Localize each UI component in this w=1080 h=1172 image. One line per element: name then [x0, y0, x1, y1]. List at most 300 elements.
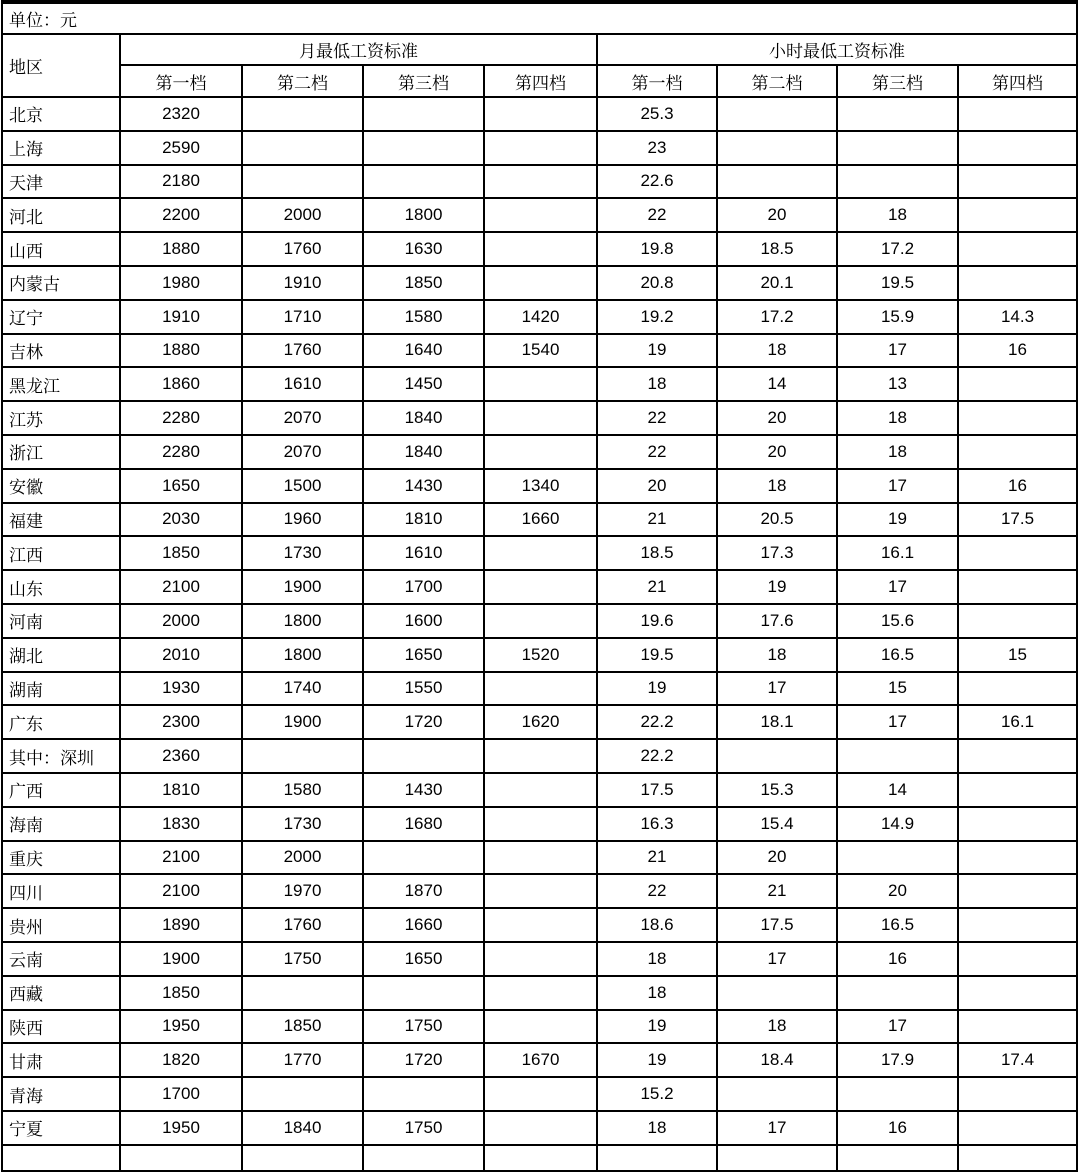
value-cell: 22 [597, 435, 717, 469]
value-cell [484, 232, 597, 266]
value-cell: 18 [837, 198, 958, 232]
value-cell [958, 942, 1077, 976]
value-cell: 18 [717, 469, 837, 503]
value-cell: 19.2 [597, 300, 717, 334]
value-cell: 20 [717, 401, 837, 435]
value-cell: 1600 [363, 604, 484, 638]
value-cell: 14 [717, 367, 837, 401]
value-cell [958, 232, 1077, 266]
table-row [2, 334, 1077, 368]
value-cell [242, 976, 363, 1010]
table-row [2, 97, 1077, 131]
value-cell: 2100 [120, 570, 242, 604]
value-cell: 15.9 [837, 300, 958, 334]
value-cell: 1760 [242, 334, 363, 368]
value-cell: 22.6 [597, 165, 717, 199]
value-cell: 1720 [363, 1043, 484, 1077]
region-cell: 上海 [2, 131, 120, 165]
value-cell: 2200 [120, 198, 242, 232]
value-cell: 1750 [363, 1111, 484, 1145]
region-cell: 内蒙古 [2, 266, 120, 300]
value-cell: 15.3 [717, 773, 837, 807]
value-cell: 20 [717, 435, 837, 469]
unit-label: 单位：元 [2, 2, 1077, 34]
value-cell [958, 536, 1077, 570]
value-cell: 19 [597, 1043, 717, 1077]
value-cell [958, 976, 1077, 1010]
value-cell: 2320 [120, 97, 242, 131]
table-row [2, 705, 1077, 739]
value-cell: 1650 [363, 638, 484, 672]
value-cell: 1610 [363, 536, 484, 570]
value-cell: 17.5 [958, 503, 1077, 537]
value-cell [484, 536, 597, 570]
hourly-group-header: 小时最低工资标准 [597, 34, 1077, 65]
value-cell [484, 570, 597, 604]
region-column-header: 地区 [2, 34, 120, 97]
region-cell: 浙江 [2, 435, 120, 469]
region-cell: 西藏 [2, 976, 120, 1010]
value-cell: 2070 [242, 435, 363, 469]
value-cell [717, 1077, 837, 1111]
value-cell: 17.4 [958, 1043, 1077, 1077]
value-cell [242, 739, 363, 773]
header-group-row [2, 34, 1077, 65]
value-cell: 1800 [242, 604, 363, 638]
monthly-tier2-header: 第二档 [242, 65, 363, 97]
value-cell: 1660 [363, 908, 484, 942]
table-row [2, 570, 1077, 604]
value-cell: 1640 [363, 334, 484, 368]
value-cell [484, 165, 597, 199]
region-cell: 广西 [2, 773, 120, 807]
value-cell: 25.3 [597, 97, 717, 131]
value-cell [363, 165, 484, 199]
value-cell [242, 131, 363, 165]
value-cell: 1650 [363, 942, 484, 976]
value-cell: 21 [597, 841, 717, 875]
value-cell: 20.1 [717, 266, 837, 300]
value-cell: 1500 [242, 469, 363, 503]
value-cell [484, 908, 597, 942]
value-cell: 1840 [363, 401, 484, 435]
value-cell [837, 131, 958, 165]
region-cell: 江苏 [2, 401, 120, 435]
value-cell: 16 [837, 1111, 958, 1145]
value-cell: 1870 [363, 874, 484, 908]
value-cell: 17 [717, 942, 837, 976]
value-cell: 1820 [120, 1043, 242, 1077]
value-cell [363, 97, 484, 131]
table-row [2, 942, 1077, 976]
value-cell [717, 165, 837, 199]
value-cell: 1720 [363, 705, 484, 739]
value-cell: 1890 [120, 908, 242, 942]
value-cell: 1420 [484, 300, 597, 334]
value-cell [484, 739, 597, 773]
region-cell: 陕西 [2, 1010, 120, 1044]
value-cell [120, 1145, 242, 1171]
value-cell: 20 [717, 841, 837, 875]
value-cell: 2100 [120, 841, 242, 875]
value-cell: 18 [837, 401, 958, 435]
table-row [2, 841, 1077, 875]
monthly-group-header: 月最低工资标准 [120, 34, 597, 65]
value-cell: 22 [597, 401, 717, 435]
value-cell: 15.2 [597, 1077, 717, 1111]
value-cell: 19 [597, 334, 717, 368]
value-cell: 14.9 [837, 807, 958, 841]
value-cell [363, 1145, 484, 1171]
value-cell: 1850 [120, 536, 242, 570]
region-cell: 四川 [2, 874, 120, 908]
region-cell: 河北 [2, 198, 120, 232]
value-cell [484, 773, 597, 807]
value-cell: 17.2 [837, 232, 958, 266]
value-cell: 17 [837, 1010, 958, 1044]
table-row [2, 672, 1077, 706]
value-cell: 1800 [363, 198, 484, 232]
value-cell: 1670 [484, 1043, 597, 1077]
value-cell: 22.2 [597, 705, 717, 739]
value-cell: 19 [717, 570, 837, 604]
table-row [2, 638, 1077, 672]
value-cell [958, 1111, 1077, 1145]
value-cell: 18.5 [597, 536, 717, 570]
value-cell: 1880 [120, 232, 242, 266]
value-cell: 1840 [242, 1111, 363, 1145]
value-cell: 1930 [120, 672, 242, 706]
value-cell: 1850 [120, 976, 242, 1010]
value-cell: 15 [837, 672, 958, 706]
value-cell: 1740 [242, 672, 363, 706]
value-cell: 17 [717, 672, 837, 706]
min-wage-table-wrap [1, 0, 1078, 1172]
value-cell [717, 97, 837, 131]
value-cell: 2180 [120, 165, 242, 199]
value-cell: 2100 [120, 874, 242, 908]
value-cell [717, 1145, 837, 1171]
region-cell: 重庆 [2, 841, 120, 875]
value-cell: 18 [717, 1010, 837, 1044]
value-cell: 1900 [120, 942, 242, 976]
value-cell: 2000 [242, 841, 363, 875]
table-row [2, 367, 1077, 401]
value-cell [242, 1077, 363, 1111]
value-cell: 20 [597, 469, 717, 503]
value-cell [958, 131, 1077, 165]
value-cell [484, 604, 597, 638]
value-cell [958, 1145, 1077, 1171]
value-cell: 2280 [120, 435, 242, 469]
table-row [2, 266, 1077, 300]
region-cell: 山东 [2, 570, 120, 604]
table-row [2, 232, 1077, 266]
value-cell [837, 841, 958, 875]
table-row [2, 1043, 1077, 1077]
table-row [2, 435, 1077, 469]
value-cell [484, 266, 597, 300]
table-row [2, 536, 1077, 570]
value-cell: 20.8 [597, 266, 717, 300]
value-cell: 2070 [242, 401, 363, 435]
region-cell [2, 1145, 120, 1171]
value-cell [242, 97, 363, 131]
value-cell: 17.3 [717, 536, 837, 570]
region-cell: 黑龙江 [2, 367, 120, 401]
value-cell: 1550 [363, 672, 484, 706]
value-cell: 16 [837, 942, 958, 976]
value-cell [717, 739, 837, 773]
value-cell: 1810 [363, 503, 484, 537]
table-row [2, 604, 1077, 638]
value-cell: 16.3 [597, 807, 717, 841]
value-cell: 20.5 [717, 503, 837, 537]
region-cell: 天津 [2, 165, 120, 199]
value-cell: 17 [837, 570, 958, 604]
value-cell: 16.1 [837, 536, 958, 570]
value-cell: 19 [837, 503, 958, 537]
value-cell [717, 976, 837, 1010]
value-cell: 18.1 [717, 705, 837, 739]
value-cell [242, 165, 363, 199]
value-cell: 1750 [363, 1010, 484, 1044]
region-cell: 吉林 [2, 334, 120, 368]
value-cell: 17.9 [837, 1043, 958, 1077]
region-cell: 湖北 [2, 638, 120, 672]
value-cell: 1730 [242, 807, 363, 841]
value-cell: 1450 [363, 367, 484, 401]
value-cell: 18 [597, 942, 717, 976]
value-cell [597, 1145, 717, 1171]
value-cell: 1800 [242, 638, 363, 672]
value-cell [958, 435, 1077, 469]
value-cell: 2590 [120, 131, 242, 165]
value-cell: 1900 [242, 570, 363, 604]
value-cell: 1700 [120, 1077, 242, 1111]
value-cell: 1830 [120, 807, 242, 841]
value-cell: 2280 [120, 401, 242, 435]
value-cell: 1950 [120, 1111, 242, 1145]
table-row [2, 165, 1077, 199]
value-cell: 1710 [242, 300, 363, 334]
value-cell: 2000 [242, 198, 363, 232]
value-cell: 18.4 [717, 1043, 837, 1077]
region-cell: 江西 [2, 536, 120, 570]
region-cell: 甘肃 [2, 1043, 120, 1077]
value-cell [484, 401, 597, 435]
value-cell [958, 773, 1077, 807]
table-row [2, 131, 1077, 165]
value-cell [363, 841, 484, 875]
value-cell [363, 131, 484, 165]
hourly-tier4-header: 第四档 [958, 65, 1077, 97]
value-cell: 1630 [363, 232, 484, 266]
value-cell [837, 976, 958, 1010]
value-cell [958, 367, 1077, 401]
value-cell: 1730 [242, 536, 363, 570]
value-cell: 17.6 [717, 604, 837, 638]
region-cell: 山西 [2, 232, 120, 266]
value-cell [958, 165, 1077, 199]
region-cell: 辽宁 [2, 300, 120, 334]
value-cell: 1840 [363, 435, 484, 469]
value-cell: 19 [597, 672, 717, 706]
region-cell: 其中：深圳 [2, 739, 120, 773]
unit-row [2, 2, 1077, 34]
value-cell [958, 908, 1077, 942]
value-cell: 16 [958, 469, 1077, 503]
min-wage-table [1, 0, 1078, 1172]
value-cell: 1980 [120, 266, 242, 300]
value-cell [958, 874, 1077, 908]
value-cell: 2010 [120, 638, 242, 672]
value-cell: 22 [597, 874, 717, 908]
value-cell: 18 [597, 976, 717, 1010]
partial-row [2, 1145, 1077, 1171]
value-cell: 1700 [363, 570, 484, 604]
value-cell [484, 841, 597, 875]
value-cell: 1850 [363, 266, 484, 300]
value-cell: 1660 [484, 503, 597, 537]
value-cell [363, 976, 484, 1010]
value-cell: 15.6 [837, 604, 958, 638]
value-cell: 1810 [120, 773, 242, 807]
value-cell: 1970 [242, 874, 363, 908]
value-cell [958, 266, 1077, 300]
value-cell: 16 [958, 334, 1077, 368]
value-cell: 1540 [484, 334, 597, 368]
value-cell: 1620 [484, 705, 597, 739]
value-cell [958, 401, 1077, 435]
value-cell: 15.4 [717, 807, 837, 841]
table-row [2, 807, 1077, 841]
value-cell: 16.5 [837, 908, 958, 942]
value-cell: 1910 [242, 266, 363, 300]
region-cell: 青海 [2, 1077, 120, 1111]
region-cell: 贵州 [2, 908, 120, 942]
table-row [2, 976, 1077, 1010]
value-cell: 18.5 [717, 232, 837, 266]
hourly-tier2-header: 第二档 [717, 65, 837, 97]
region-cell: 广东 [2, 705, 120, 739]
value-cell: 1850 [242, 1010, 363, 1044]
value-cell: 15 [958, 638, 1077, 672]
value-cell [958, 198, 1077, 232]
value-cell: 1860 [120, 367, 242, 401]
value-cell: 21 [717, 874, 837, 908]
region-cell: 云南 [2, 942, 120, 976]
value-cell: 19 [597, 1010, 717, 1044]
value-cell: 13 [837, 367, 958, 401]
value-cell [484, 1010, 597, 1044]
value-cell: 2360 [120, 739, 242, 773]
hourly-tier1-header: 第一档 [597, 65, 717, 97]
value-cell: 20 [837, 874, 958, 908]
value-cell: 1580 [242, 773, 363, 807]
region-cell: 北京 [2, 97, 120, 131]
table-row [2, 503, 1077, 537]
value-cell: 21 [597, 570, 717, 604]
table-row [2, 739, 1077, 773]
region-cell: 安徽 [2, 469, 120, 503]
value-cell [484, 1145, 597, 1171]
value-cell: 17.5 [717, 908, 837, 942]
value-cell [484, 97, 597, 131]
value-cell: 1650 [120, 469, 242, 503]
value-cell [837, 97, 958, 131]
value-cell: 1680 [363, 807, 484, 841]
value-cell [484, 131, 597, 165]
monthly-tier1-header: 第一档 [120, 65, 242, 97]
value-cell: 17.2 [717, 300, 837, 334]
value-cell [958, 1077, 1077, 1111]
value-cell: 1430 [363, 469, 484, 503]
value-cell [837, 1077, 958, 1111]
value-cell: 1770 [242, 1043, 363, 1077]
value-cell: 1750 [242, 942, 363, 976]
value-cell: 18 [717, 334, 837, 368]
value-cell [484, 198, 597, 232]
value-cell: 19.8 [597, 232, 717, 266]
value-cell: 19.6 [597, 604, 717, 638]
value-cell: 1910 [120, 300, 242, 334]
table-row [2, 874, 1077, 908]
table-row [2, 300, 1077, 334]
value-cell [363, 1077, 484, 1111]
value-cell: 17 [837, 334, 958, 368]
value-cell [484, 1111, 597, 1145]
value-cell: 2030 [120, 503, 242, 537]
value-cell: 1760 [242, 232, 363, 266]
value-cell: 22 [597, 198, 717, 232]
value-cell: 1610 [242, 367, 363, 401]
value-cell: 17 [837, 705, 958, 739]
table-row [2, 1111, 1077, 1145]
value-cell: 1430 [363, 773, 484, 807]
value-cell: 18 [837, 435, 958, 469]
value-cell: 1960 [242, 503, 363, 537]
value-cell [958, 739, 1077, 773]
value-cell [958, 570, 1077, 604]
table-row [2, 1077, 1077, 1111]
value-cell [484, 976, 597, 1010]
value-cell: 17 [717, 1111, 837, 1145]
value-cell [958, 841, 1077, 875]
value-cell: 18 [597, 367, 717, 401]
monthly-tier4-header: 第四档 [484, 65, 597, 97]
value-cell: 1950 [120, 1010, 242, 1044]
value-cell: 17.5 [597, 773, 717, 807]
table-row [2, 469, 1077, 503]
value-cell: 18 [717, 638, 837, 672]
value-cell: 1340 [484, 469, 597, 503]
value-cell [837, 1145, 958, 1171]
table-row [2, 1010, 1077, 1044]
value-cell [242, 1145, 363, 1171]
value-cell: 22.2 [597, 739, 717, 773]
table-row [2, 198, 1077, 232]
value-cell: 2300 [120, 705, 242, 739]
value-cell [484, 874, 597, 908]
value-cell: 19.5 [837, 266, 958, 300]
hourly-tier3-header: 第三档 [837, 65, 958, 97]
value-cell [837, 165, 958, 199]
value-cell: 17 [837, 469, 958, 503]
value-cell: 18.6 [597, 908, 717, 942]
value-cell: 16.1 [958, 705, 1077, 739]
value-cell: 21 [597, 503, 717, 537]
